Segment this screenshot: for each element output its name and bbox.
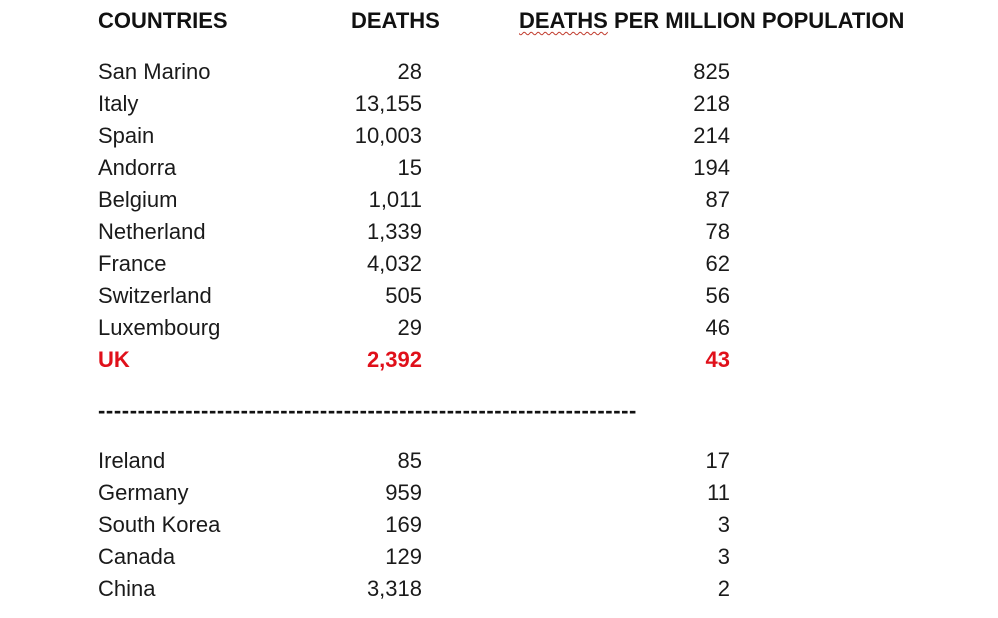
country-cell: UK: [98, 347, 130, 372]
deaths-cell: 169: [385, 512, 422, 537]
country-cell: Spain: [98, 123, 155, 148]
deaths-cell: 13,155: [354, 91, 422, 116]
deaths-per-million-cell: 3: [717, 544, 730, 569]
deaths-cell: 2,392: [366, 347, 422, 372]
deaths-per-million-cell: 46: [705, 315, 730, 340]
deaths-per-million-cell: 218: [693, 91, 730, 116]
table-row: [0, 123, 998, 153]
deaths-cell: 28: [397, 59, 422, 84]
deaths-cell: 1,011: [368, 187, 422, 212]
table-row: [0, 315, 998, 345]
deaths-per-million-cell: 825: [693, 59, 730, 84]
deaths-per-million-cell: 56: [705, 283, 730, 308]
deaths-cell: 129: [385, 544, 422, 569]
country-cell: South Korea: [98, 512, 221, 537]
table-row: [0, 544, 998, 574]
country-cell: Italy: [98, 91, 139, 116]
country-cell: Netherland: [98, 219, 206, 244]
deaths-per-million-cell: 87: [705, 187, 730, 212]
table-row: [0, 512, 998, 542]
country-cell: Ireland: [98, 448, 166, 473]
deaths-cell: 505: [385, 283, 422, 308]
section-divider: --------------------------------------------------------------------: [98, 398, 637, 423]
country-cell: Germany: [98, 480, 189, 505]
deaths-cell: 1,339: [366, 219, 422, 244]
country-cell: Belgium: [98, 187, 178, 212]
deaths-per-million-cell: 11: [707, 480, 730, 505]
header-deaths: DEATHS: [351, 8, 440, 33]
header-dpm-rest: PER MILLION POPULATION: [607, 8, 905, 33]
table-row: [0, 448, 998, 478]
deaths-per-million-cell: 62: [705, 251, 730, 276]
table-row: [0, 283, 998, 313]
table-row: [0, 251, 998, 281]
country-cell: Luxembourg: [98, 315, 221, 340]
table-row: [0, 91, 998, 121]
deaths-per-million-cell: 78: [705, 219, 730, 244]
country-cell: San Marino: [98, 59, 211, 84]
table-row-highlighted: [0, 347, 998, 377]
country-cell: Canada: [98, 544, 176, 569]
country-cell: Andorra: [98, 155, 177, 180]
deaths-cell: 85: [397, 448, 422, 473]
deaths-per-million-cell: 3: [717, 512, 730, 537]
header-countries: COUNTRIES: [98, 8, 228, 33]
deaths-cell: 15: [397, 155, 422, 180]
deaths-per-million-cell: 2: [717, 576, 730, 601]
table-row: [0, 480, 998, 510]
deaths-per-million-cell: 214: [693, 123, 730, 148]
deaths-per-million-cell: 194: [693, 155, 730, 180]
header-deaths-per-million: [519, 8, 904, 34]
country-cell: France: [98, 251, 167, 276]
table-row: [0, 59, 998, 89]
table-row: [0, 576, 998, 606]
deaths-cell: 4,032: [366, 251, 422, 276]
header-dpm-word-deaths: DEATHS: [519, 8, 608, 33]
deaths-cell: 959: [385, 480, 422, 505]
deaths-per-million-cell: 43: [705, 347, 730, 372]
table-row: [0, 187, 998, 217]
deaths-cell: 29: [397, 315, 422, 340]
country-cell: Switzerland: [98, 283, 212, 308]
table-row: [0, 219, 998, 249]
deaths-cell: 10,003: [354, 123, 422, 148]
country-cell: China: [98, 576, 156, 601]
table-row: [0, 155, 998, 185]
deaths-per-million-cell: 17: [705, 448, 730, 473]
deaths-cell: 3,318: [366, 576, 422, 601]
